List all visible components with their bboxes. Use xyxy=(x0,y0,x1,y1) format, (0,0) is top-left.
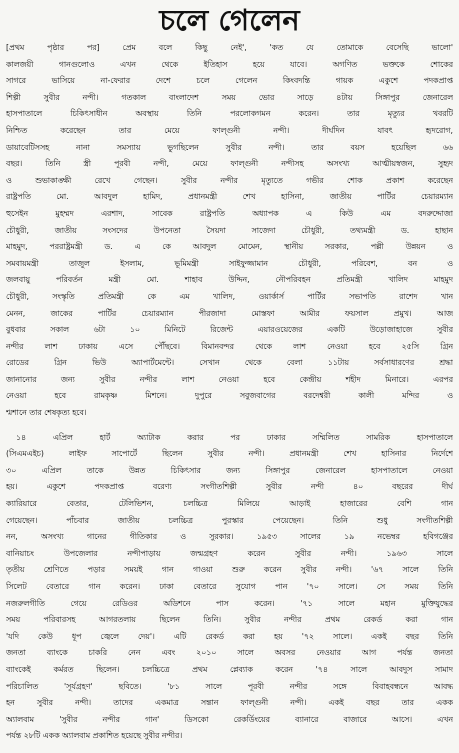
body-line: জনতা ব্যাংকে চাকরি নেন এবং ২০১০ সালে অবসর নেওয়ার আগ পর্যন্ত জনতা xyxy=(6,648,453,658)
body-line: জানানোর জন্য সুবীর নন্দীর লাশ নেওয়া হবে কেন্দ্রীয় শহীদ মিনারে। এরপর xyxy=(6,374,453,384)
body-line: বানিয়াচং উপজেলার নন্দীপাড়ায় জন্মগ্রহণ করেন সুবীর নন্দী। ১৯৬৩ সালে xyxy=(6,548,453,558)
body-line: রোডের গ্রিন ভিউ অ্যাপার্টমেন্টে। সেখান থেকে বেলা ১১টায় সর্বসাধারণের শ্রদ্ধা xyxy=(6,358,453,368)
body-line: ডায়াবেটিসসহ নানা সমস্যায় ভুগছিলেন সুবীর নন্দী। তার বয়স হয়েছিল ৬৬ xyxy=(6,142,453,152)
body-line: নন, অসংখ্য গানের গীতিকার ও সুরকার। ১৯৫৩ সালের ১৯ নভেম্বর হবিগঞ্জের xyxy=(6,532,453,542)
body-line-text: প্রেম বলে কিছু নেই', 'কত যে তোমাকে বেসেছি ভালো' xyxy=(122,43,453,52)
body-line: নিশ্চিত করেছেন তার মেয়ে ফাল্গুনী নন্দী। দীর্ঘদিন যাবৎ হৃদরোগ, xyxy=(6,125,453,135)
body-line: হয়। একুশে পদকপ্রাপ্ত বরেণ্য সংগীতশিল্পী সুবীর নন্দী ৪০ বছরের দীর্ঘ xyxy=(6,482,453,492)
body-line xyxy=(6,40,453,57)
body-line: (সিএমএইচ) লাইফ সাপোর্টে ছিলেন সুবীর নন্দী। প্রধানমন্ত্রী শেখ হাসিনার নির্দেশে xyxy=(6,449,453,459)
paragraph-2 xyxy=(6,430,453,745)
body-line: অ্যালবাম 'সুবীর নন্দীর গান' ডিসকো রেকর্ডিংয়ের ব্যানারে বাজারে আসে। এখন xyxy=(6,714,453,724)
body-line: মাহমুদ, পররাষ্ট্রমন্ত্রী ড. এ কে আবদুল মোমেন, স্থানীয় সরকার, পল্লী উন্নয়ন ও xyxy=(6,242,453,252)
body-line: সিলেট বেতারে গান করেন। ঢাকা বেতারে সুযোগ পান '৭০ সালে। সে সময় তিনি xyxy=(6,582,453,591)
body-line: বুধবার সকাল ৬টা ১০ মিনিটে রিজেন্ট এয়ারওয়েজের একটি উড়োজাহাজে সুবীর xyxy=(6,325,453,335)
body-line: 'যদি কেউ ধূপ জ্বেলে দেয়'। এটি রেকর্ড করা হয় '৭২ সালে। একই বছর তিনি xyxy=(6,631,453,641)
body-line: রাষ্ট্রপতি মো. আবদুল হামিদ, প্রধানমন্ত্রী শেখ হাসিনা, জাতীয় পার্টির চেয়ারম্যান xyxy=(6,192,453,202)
body-line: নেওয়া হবে রামকৃষ্ণ মিশনে। দুপুরে সবুজবাগের বরদেশ্বরী কালী মন্দির ও xyxy=(6,391,453,401)
body-line: শ্মশানে তার শেষকৃত্য হবে। xyxy=(6,408,87,418)
body-line: সময় পরিবারসহ আগরতলায় ছিলেন তিনি। সুবীর নন্দীর প্রথম রেকর্ড করা গান xyxy=(6,615,453,625)
body-line: চৌধুরী, জাতীয় সংসদের উপনেতা সৈয়দা সাজেদা চৌধুরী, তথ্যমন্ত্রী ড. হাছান xyxy=(6,225,453,235)
body-line: ১৪ এপ্রিল হার্ট অ্যাটাক করার পর ঢাকার সম্মিলিত সামরিক হাসপাতালে xyxy=(16,432,453,442)
body-line: হুসেইন মুহম্মদ এরশাদ, সাবেক রাষ্ট্রপতি অধ্যাপক এ কিউ এম বদরুদ্দোজা xyxy=(6,208,453,218)
body-line: পরিচালিত 'সূর্যগ্রহণ' ছবিতে। '৮১ সালে পূরবী নন্দীর সঙ্গে বিবাহবন্ধনে আবদ্ধ xyxy=(6,681,453,691)
body-line: চৌধুরী, সংস্কৃতি প্রতিমন্ত্রী কে এম খালিদ, ওয়ার্কার্স পার্টির সভাপতি রাশেদ খান xyxy=(6,291,453,301)
body-line: কালজয়ী গানগুলোও এখন থেকে ইতিহাস হয়ে যাবে। অগণিত ভক্তকে শোকের xyxy=(6,59,453,69)
body-line: গেয়েছেন। পাঁচবার জাতীয় চলচ্চিত্র পুরস্কার পেয়েছেন। তিনি শুধু সংগীতশিল্পী xyxy=(6,515,453,525)
continuation-label: [প্রথম পৃষ্ঠার পর] xyxy=(6,43,100,52)
body-line: বছর। তিনি স্ত্রী পূরবী নন্দী, মেয়ে ফাল্গুনী নন্দীসহ অসংখ্য আত্মীয়স্বজন, সুহৃদ xyxy=(6,159,453,169)
headline: চলে গেলেন xyxy=(159,3,300,37)
article-body xyxy=(6,40,453,753)
body-line: ব্যাংকেই কর্মরত ছিলেন। চলচ্চিত্রে প্রথম প্লেব্যাক করেন '৭৪ সালে আবদুস সামাদ xyxy=(6,664,453,674)
body-line: নজরুলগীতি গেয়ে রেডিওর অডিশনে পাস করেন। '৭১ সালে মহান মুক্তিযুদ্ধের xyxy=(6,598,453,608)
body-line: শিল্পী সুবীর নন্দী। গতকাল বাংলাদেশ সময় ভোর সাড়ে ৪টায় সিঙ্গাপুর জেনারেল xyxy=(6,92,453,102)
body-line: তৃতীয় শ্রেণিতে পড়ার সময়ই গান গাওয়া শুরু করেন সুবীর নন্দী। '৬৭ সালে তিনি xyxy=(6,565,453,575)
paragraph-1 xyxy=(6,40,453,422)
body-line: ও শুভাকাঙ্ক্ষী রেখে গেছেন। সুবীর নন্দীর মৃত্যুতে গভীর শোক প্রকাশ করেছেন xyxy=(6,175,453,185)
body-line: সমবায়মন্ত্রী তাজুল ইসলাম, ভূমিমন্ত্রী সাইফুজ্জামান চৌধুরী, পরিবেশ, বন ও xyxy=(6,258,453,268)
body-line: জলবায়ু পরিবর্তন মন্ত্রী মো. শাহাব উদ্দিন, নৌপরিবহন প্রতিমন্ত্রী খালিদ মাহমুদ xyxy=(6,275,453,285)
body-line: নন্দীর লাশ ঢাকায় এসে পৌঁছবে। বিমানবন্দর থেকে লাশ নেওয়া হবে ২৫সি গ্রিন xyxy=(6,341,453,351)
body-line: পর্যন্ত ২৮টি একক অ্যালবাম প্রকাশিত হয়েছে সুবীর নন্দীর। xyxy=(6,731,183,741)
body-line: মেনন, জাকের পার্টির চেয়ারম্যান পীরজাদা মোস্তফা আমীর ফয়সাল প্রমুখ। আজ xyxy=(6,308,453,318)
body-line: ৩০ এপ্রিল তাকে উন্নত চিকিৎসার জন্য সিঙ্গাপুর জেনারেল হাসপাতালে নেওয়া xyxy=(6,465,453,475)
body-line: হাসপাতালে চিকিৎসাধীন অবস্থায় তিনি পরলোকগমন করেন। তার মৃত্যুর খবরটি xyxy=(6,109,453,119)
body-line: হন সুবীর নন্দী। তাদের একমাত্র সন্তান ফাল্গুনী নন্দী। একই বছর তার একক xyxy=(6,698,453,708)
body-line: ক্যারিয়ারে বেতার, টেলিভিশন, চলচ্চিত্র মিলিয়ে আড়াই হাজারের বেশি গান xyxy=(6,499,453,509)
body-line: সাগরে ভাসিয়ে না-ফেরার দেশে চলে গেলেন কিংবদন্তি গায়ক একুশে পদকপ্রাপ্ত xyxy=(6,76,453,86)
